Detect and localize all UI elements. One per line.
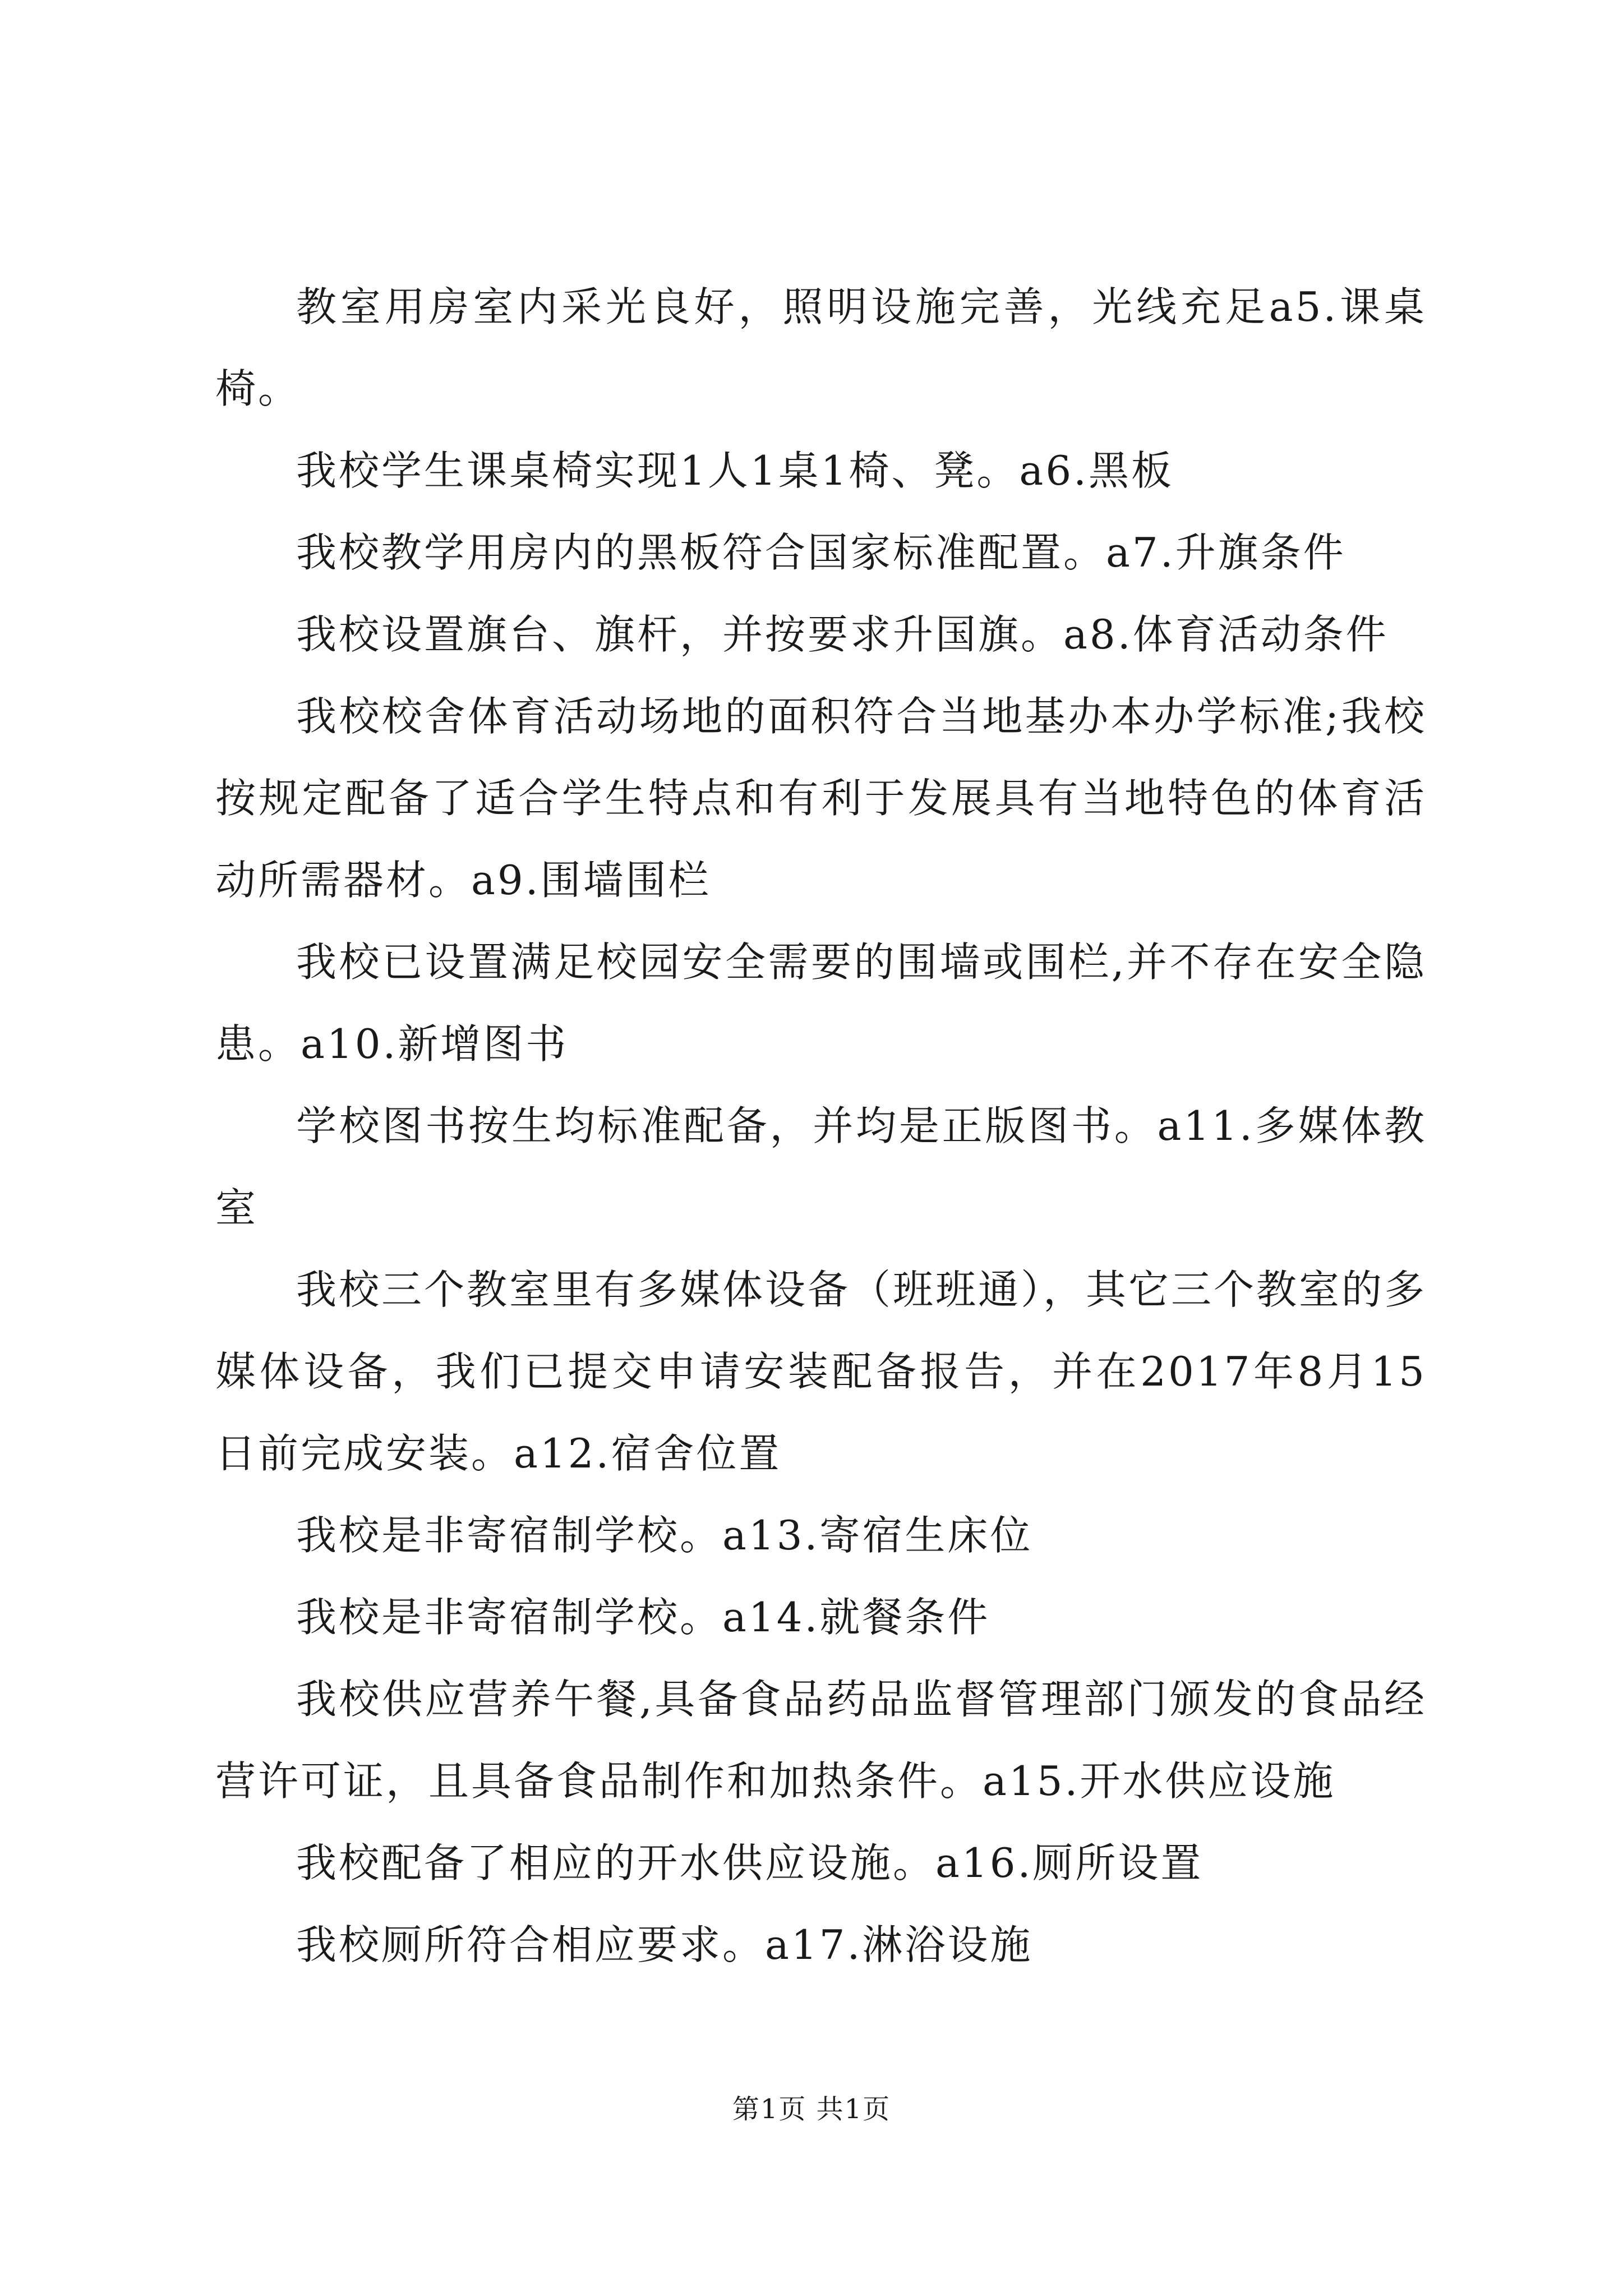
paragraph-walls-fences: 我校已设置满足校园安全需要的围墙或围栏,并不存在安全隐患。a10.新增图书 (215, 938, 1427, 1068)
paragraph-toilets: 我校厕所符合相应要求。a17.淋浴设施 (296, 1921, 1033, 1968)
paragraph-dormitory-location: 我校是非寄宿制学校。a13.寄宿生床位 (296, 1512, 1033, 1559)
document-body (215, 266, 1427, 1986)
paragraph-classroom-lighting: 教室用房室内采光良好，照明设施完善，光线充足a5.课桌椅。 (215, 283, 1427, 412)
paragraph-flag-raising: 我校设置旗台、旗杆，并按要求升国旗。a8.体育活动条件 (296, 611, 1389, 658)
paragraph-sports-facilities: 我校校舍体育活动场地的面积符合当地基办本办学标准;我校按规定配备了适合学生特点和有利于发展具有当地特色的体育活动所需器材。a9.围墙围栏 (215, 693, 1427, 904)
paragraph-blackboard: 我校教学用房内的黑板符合国家标准配置。a7.升旗条件 (296, 529, 1346, 576)
paragraph-boarding-beds: 我校是非寄宿制学校。a14.就餐条件 (296, 1594, 990, 1641)
paragraph-water-supply: 我校配备了相应的开水供应设施。a16.厕所设置 (296, 1839, 1204, 1887)
paragraph-dining: 我校供应营养午餐,具备食品药品监督管理部门颁发的食品经营许可证，且具备食品制作和加热条件。a15.开水供应设施 (215, 1676, 1427, 1805)
paragraph-multimedia: 我校三个教室里有多媒体设备（班班通），其它三个教室的多媒体设备，我们已提交申请安装配备报告，并在2017年8月15日前完成安装。a12.宿舍位置 (215, 1266, 1427, 1477)
paragraph-desks-chairs: 我校学生课桌椅实现1人1桌1椅、凳。a6.黑板 (296, 447, 1174, 494)
page-footer: 第1页 共1页 (732, 2093, 891, 2125)
paragraph-new-books: 学校图书按生均标准配备，并均是正版图书。a11.多媒体教室 (215, 1102, 1427, 1231)
